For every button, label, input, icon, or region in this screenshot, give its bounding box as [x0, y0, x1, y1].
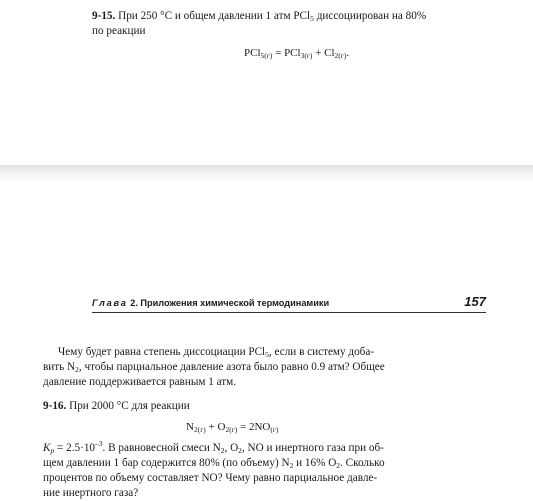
punctuation: . [346, 47, 350, 59]
subscript: 5 [265, 350, 269, 359]
equation-pcl5-dissociation [244, 46, 349, 61]
subscript: 2 [238, 446, 242, 455]
problem-9-16-line1 [43, 399, 190, 414]
problem-9-16-line3 [43, 456, 385, 471]
species: = 2NO [237, 421, 271, 433]
operator: + [312, 47, 325, 59]
page-number: 157 [464, 294, 486, 309]
page-header [92, 293, 486, 315]
operator: = [272, 47, 285, 59]
species: PCl [244, 47, 261, 59]
equation-no-formation [186, 420, 278, 435]
species: Cl [324, 47, 335, 59]
para1-line2 [43, 360, 385, 375]
line-text: Чему будет равна степень диссоциации PCl [58, 346, 266, 358]
para1-line1 [58, 345, 374, 360]
problem-9-16-line5: ние инертного газа? [43, 487, 139, 499]
line-text: . В равновесной смеси N [102, 442, 221, 454]
problem-9-15-line1 [92, 9, 426, 24]
problem-9-15-line2: по реакции [92, 25, 146, 37]
species: PCl [284, 47, 301, 59]
line-text: При 2000 °С для реакции [66, 400, 190, 412]
problem-number: 9-16. [43, 400, 67, 412]
chapter-title [92, 298, 329, 308]
subscript: 2 [75, 365, 79, 374]
line-text: , если в систему доба- [268, 346, 375, 358]
subscript: (г) [270, 425, 279, 434]
subscript: 5(г) [260, 51, 273, 60]
page-separator [0, 165, 533, 181]
kp-symbol: K [43, 442, 51, 454]
problem-9-16-kp-line [43, 441, 384, 456]
subscript: 3(г) [300, 51, 313, 60]
subscript: 5 [310, 14, 314, 23]
subscript: p [50, 446, 55, 455]
subscript: 2(г) [225, 425, 238, 434]
line-text: , чтобы парциальное давление азота было равно 0.9 атм? Общее [78, 361, 385, 373]
subscript: 2 [336, 461, 341, 470]
kp-value: = 2.5·10 [54, 442, 96, 454]
line-text: диссоциирован на 80% [313, 10, 427, 22]
problem-number: 9-15. [92, 10, 116, 22]
line-text: , NO и инертного газа при об- [241, 442, 384, 454]
line-text: . Сколько [340, 457, 385, 469]
header-rule [92, 312, 486, 313]
line-text: вить N [43, 361, 76, 373]
line-text: При 250 °С и общем давлении 1 атм PCl [118, 10, 311, 22]
chapter-name: 2. Приложения химической термодинамики [127, 298, 330, 308]
page-top [0, 0, 533, 165]
species: N [186, 421, 194, 433]
line-text: и 16% O [293, 457, 337, 469]
para1-line3: давление поддерживается равным 1 атм. [43, 376, 237, 388]
subscript: 2 [220, 446, 225, 455]
problem-9-16-line4: процентов по объему составляет NO? Чему равно парциальное давле- [43, 472, 378, 484]
species: O [217, 421, 226, 433]
chapter-word: Глава [92, 298, 128, 308]
subscript: 2(г) [334, 51, 347, 60]
superscript: –3 [95, 439, 103, 448]
subscript: 2(г) [193, 425, 206, 434]
operator: + [205, 421, 218, 433]
subscript: 2 [289, 461, 294, 470]
line-text: , O [224, 442, 239, 454]
line-text: щем давлении 1 бар содержится 80% (по объему) N [43, 457, 290, 469]
